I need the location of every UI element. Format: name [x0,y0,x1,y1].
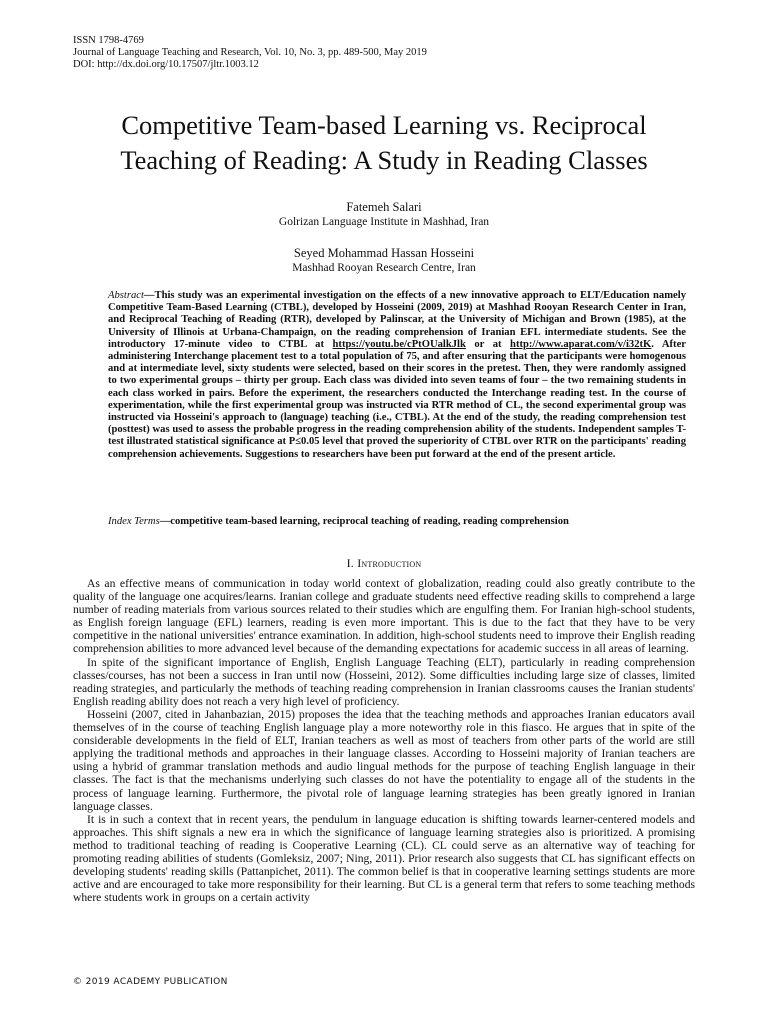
title-line-2: Teaching of Reading: A Study in Reading Classes [120,145,648,175]
paragraph: As an effective means of communication in today world context of globalization, reading could also greatly contribute to the quality of the language one acquires/learns. Iranian college and graduate students need effective reading skills to comprehend a large number of reading materials from various sources related to their studies which are engulfing them. For Iranian high-school students, as English foreign language (EFL) learners, reading is even more important. This is due to the fact that they have to be very competitive in the national universities' entrance examination. In addition, high-school students need to improve their English reading comprehension abilities to more advanced level because of the demanding expectations for academic success in all areas of learning. [73,577,695,656]
footer-copyright: © 2019 ACADEMY PUBLICATION [73,977,228,987]
index-terms-text: —competitive team-based learning, reciprocal teaching of reading, reading comprehension [159,516,569,527]
issn: ISSN 1798-4769 [73,35,144,46]
doi: DOI: http://dx.doi.org/10.17507/jltr.1003.12 [73,59,259,70]
body-text [73,577,695,904]
abstract [108,290,686,461]
index-terms [108,516,686,528]
abstract-text: . After administering Interchange placement test to a total population of 75, and after ensuring that the participants were homogenous and at intermediate level, sixty students were selected, based on their scores in the pretest. Then, they were randomly assigned to two experimental groups – thirty per group. Each class was divided into seven teams of four – the two remaining students in each class worked in pairs. Before the experiment, the researchers conducted the Interchange reading test. In the course of experimentation, while the first experimental group was instructed via RTR method of CL, the second experimental group was instructed via Hosseini's approach to (language) teaching (i.e., CTBL). At the end of the study, the reading comprehension test (posttest) was used to assess the probable progress in the reading comprehension ability of the students. Independent samples T-test illustrated statistical significance at P≤0.05 level that proved the superiority of CTBL over RTR on the participants' reading comprehension achievements. Suggestions to researchers have been put forward at the end of the present article. [108,338,686,460]
abstract-label: Abstract [108,290,144,301]
author-affiliation: Mashhad Rooyan Research Centre, Iran [292,262,476,274]
abstract-text: or at [465,338,511,350]
youtube-link[interactable]: https://youtu.be/cPtOUalkJlk [332,338,466,350]
abstract-text: —This study was an experimental investigation on the effects of a new innovative approach to ELT/Education namely Competitive Team-Based Learning (CTBL), developed by Hosseini (2009, 2019) at Mashhad Rooyan Research Center in Iran, and Reciprocal Teaching of Reading (RTR), developed by Palinscar, at the University of Michigan and Brown (1985), at the University of Illinois at Urbana-Champaign, on the reading comprehension of Iranian EFL intermediate students. See the introductory 17-minute video to CTBL at [108,290,686,350]
paragraph: Hosseini (2007, cited in Jahanbazian, 2015) proposes the idea that the teaching methods and approaches Iranian educators avail themselves of in the course of teaching English language play a more noteworthy role in this fiasco. He argues that in spite of the considerable developments in the field of ELT, Iranian teachers as well as most of teachers from other parts of the world are still applying the traditional methods and approaches in their language classes. According to Hosseini majority of Iranian teachers are using a hybrid of grammar translation methods and audio lingual methods for the purpose of teaching English language in their classes. The fact is that the mechanisms underlying such classes do not have the potentiality to engage all of the students in the process of language learning. Furthermore, the pivotal role of language learning strategies has been greatly ignored in Iranian language classes. [73,707,695,813]
author-name: Fatemeh Salari [346,200,422,214]
paragraph: In spite of the significant importance of English, English Language Teaching (ELT), particularly in reading comprehension classes/courses, has not been a success in Iran until now (Hosseini, 2012). Some difficulties including large size of classes, limited reading strategies, and particularly the methods of teaching reading comprehension in Iranian classrooms causes the Iranian students' English reading ability does not reach a very high level of proficiency. [73,655,695,708]
paragraph: It is in such a context that in recent years, the pendulum in language education is shifting towards learner-centered models and approaches. This shift signals a new era in which the significance of language learning strategies also is prioritized. A promising method to traditional teaching of reading is Cooperative Learning (CL). CL could serve as an alternative way of teaching for promoting reading abilities of students (Gomleksiz, 2007; Ning, 2011). Prior research also suggests that CL has significant effects on developing students' reading skills (Pattanpichet, 2011). The common belief is that in cooperative learning settings students are more active and are encouraged to take more responsibility for their learning. But CL is a general term that refers to some teaching methods where students work in groups on a certain activity [73,812,695,905]
journal-header [73,35,427,71]
index-terms-label: Index Terms [108,516,160,527]
aparat-link[interactable]: http://www.aparat.com/v/i32tK [510,338,652,350]
section-heading: I. Introduction [346,556,422,570]
author-name: Seyed Mohammad Hassan Hosseini [293,246,475,260]
author-affiliation: Golrizan Language Institute in Mashhad, Iran [278,216,490,228]
title-line-1: Competitive Team-based Learning vs. Reciprocal [121,110,647,140]
journal-citation: Journal of Language Teaching and Research, Vol. 10, No. 3, pp. 489-500, May 2019 [73,47,427,58]
paper-title [40,108,728,178]
